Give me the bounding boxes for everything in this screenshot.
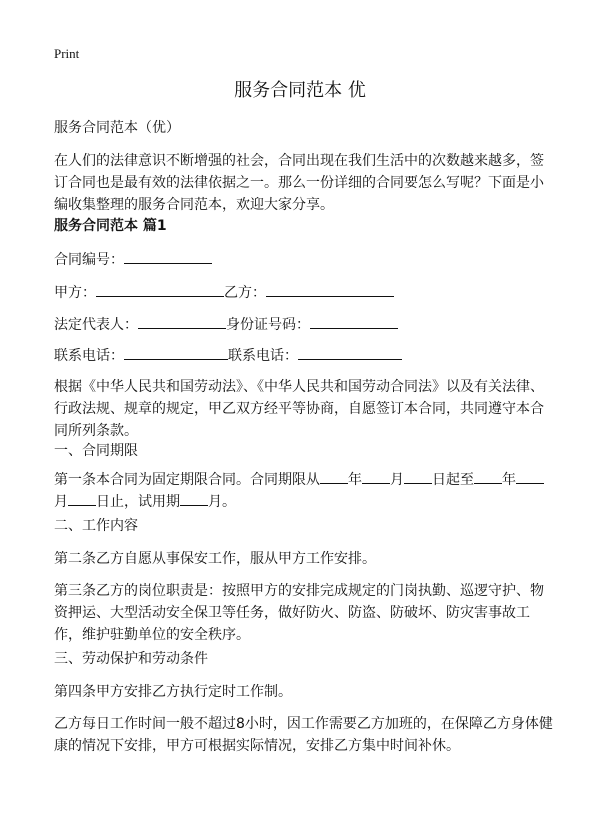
section-heading: 服务合同范本 篇1 xyxy=(54,218,167,234)
start-month-field[interactable] xyxy=(362,469,390,484)
party-a-label: 甲方： xyxy=(54,285,96,301)
article-4: 第四条甲方安排乙方执行定时工作制。 xyxy=(54,684,292,700)
contract-number-row xyxy=(54,248,212,271)
end-day-label: 日止，试用期 xyxy=(96,494,180,510)
end-year-label: 年 xyxy=(502,472,516,488)
contract-number-field[interactable] xyxy=(124,248,212,264)
section-3-title: 三、劳动保护和劳动条件 xyxy=(54,651,208,667)
end-year-field[interactable] xyxy=(474,469,502,484)
subtitle: 服务合同范本（优） xyxy=(54,120,180,136)
intro-paragraph: 在人们的法律意识不断增强的社会，合同出现在我们生活中的次数越来越多，签订合同也是最有效的法律依据之一。那么一份详细的合同要怎么写呢？下面是小编收集整理的服务合同范本，欢迎大家分享。 xyxy=(54,153,544,213)
start-year-field[interactable] xyxy=(320,469,348,484)
start-day-field[interactable] xyxy=(404,469,432,484)
party-b-label: 乙方： xyxy=(224,285,266,301)
phone-row xyxy=(54,344,402,367)
end-day-field[interactable] xyxy=(68,491,96,506)
print-link[interactable]: Print xyxy=(54,46,80,61)
phone-a-label: 联系电话： xyxy=(54,348,124,364)
working-hours-paragraph: 乙方每日工作时间一般不超过8小时，因工作需要乙方加班的，在保障乙方身体健康的情况下安排，甲方可根据实际情况，安排乙方集中时间补休。 xyxy=(54,716,553,754)
phone-b-label: 联系电话： xyxy=(228,348,298,364)
legal-rep-label: 法定代表人： xyxy=(54,317,138,333)
party-a-field[interactable] xyxy=(96,281,224,297)
preamble-paragraph: 根据《中华人民共和国劳动法》、《中华人民共和国劳动合同法》以及有关法律、行政法规、规章的规定，甲乙双方经平等协商，自愿签订本合同，共同遵守本合同所列条款。 xyxy=(54,379,544,439)
article-1-text: 第一条本合同为固定期限合同。合同期限从 xyxy=(54,472,320,488)
party-b-field[interactable] xyxy=(266,281,394,297)
section-2-title: 二、工作内容 xyxy=(54,518,138,534)
parties-row xyxy=(54,281,394,304)
start-year-label: 年 xyxy=(348,472,362,488)
end-month-field[interactable] xyxy=(516,469,544,484)
start-day-label: 日起至 xyxy=(432,472,474,488)
end-month-label: 月 xyxy=(54,494,68,510)
article-3: 第三条乙方的岗位职责是：按照甲方的安排完成规定的门岗执勤、巡逻守护、物资押运、大型活动安全保卫等任务，做好防火、防盗、防破坏、防灾害事故工作，维护驻勤单位的安全秩序。 xyxy=(54,583,544,643)
probation-label: 月。 xyxy=(208,494,236,510)
legal-rep-field[interactable] xyxy=(138,313,226,329)
legal-rep-row xyxy=(54,313,398,336)
contract-number-label: 合同编号： xyxy=(54,252,124,268)
document-title: 服务合同范本 优 xyxy=(234,80,366,101)
phone-b-field[interactable] xyxy=(298,344,402,360)
article-2: 第二条乙方自愿从事保安工作，服从甲方工作安排。 xyxy=(54,551,376,567)
id-number-label: 身份证号码： xyxy=(226,317,310,333)
section-1-title: 一、合同期限 xyxy=(54,443,138,459)
id-number-field[interactable] xyxy=(310,313,398,329)
article-1 xyxy=(54,469,554,513)
start-month-label: 月 xyxy=(390,472,404,488)
probation-field[interactable] xyxy=(180,491,208,506)
phone-a-field[interactable] xyxy=(124,344,228,360)
